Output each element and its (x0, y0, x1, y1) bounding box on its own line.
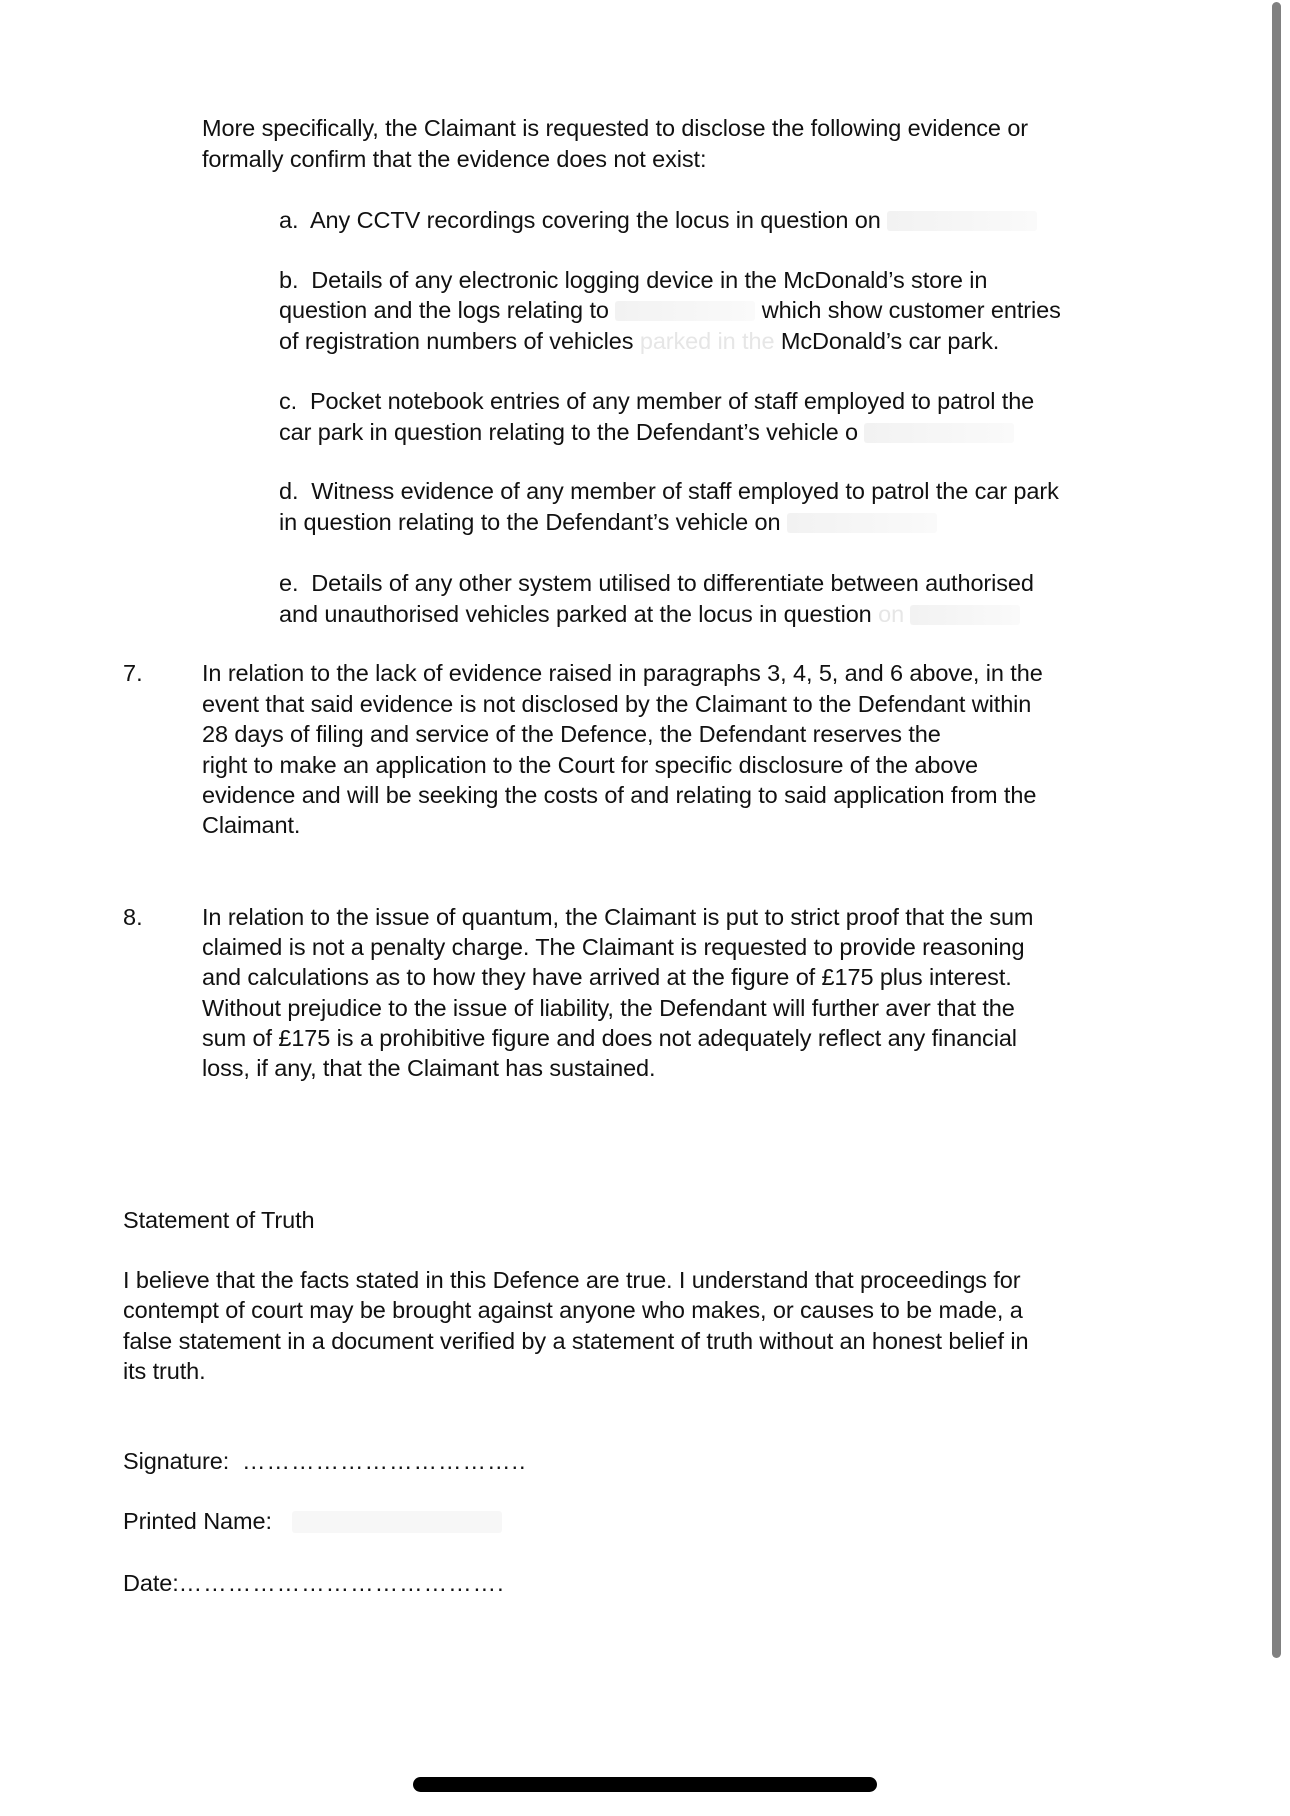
faded-text: on (878, 601, 905, 627)
list-item-b-line-2 (279, 295, 1061, 326)
statement-line-3: false statement in a document verified by a statement of truth without an honest belief in (123, 1328, 1029, 1354)
list-item-a (279, 205, 1037, 236)
list-item-c (279, 386, 1034, 417)
list-item-d (279, 476, 1059, 507)
paragraph-8-line-4: Without prejudice to the issue of liability, the Defendant will further aver that the (202, 995, 1015, 1021)
redacted-date (887, 211, 1037, 231)
redacted-date (864, 423, 1014, 443)
paragraph-7-line-5: evidence and will be seeking the costs of and relating to said application from the (202, 782, 1037, 808)
list-item-e (279, 568, 1034, 599)
intro-line-2: formally confirm that the evidence does not exist: (202, 146, 707, 172)
paragraph-number-7: 7. (123, 660, 143, 686)
item-text: Witness evidence of any member of staff employed to patrol the car park (311, 478, 1059, 504)
redacted-date (910, 605, 1020, 625)
signature-dots: …………………………….. (242, 1448, 527, 1474)
paragraph-8-line-2: claimed is not a penalty charge. The Claimant is requested to provide reasoning (202, 934, 1025, 960)
statement-line-4: its truth. (123, 1358, 206, 1384)
paragraph-7-line-3: 28 days of filing and service of the Defence, the Defendant reserves the (202, 721, 941, 747)
item-label: d. (279, 478, 299, 504)
paragraph-7-line-6: Claimant. (202, 812, 301, 838)
intro-line-1: More specifically, the Claimant is requested to disclose the following evidence or (202, 115, 1029, 141)
paragraph-8-line-6: loss, if any, that the Claimant has sustained. (202, 1055, 656, 1081)
item-label: c. (279, 388, 298, 414)
item-text: Any CCTV recordings covering the locus in question on (309, 207, 881, 233)
date-label: Date: (123, 1570, 179, 1596)
printed-name-field (123, 1506, 502, 1537)
item-text: in question relating to the Defendant’s vehicle on (279, 509, 781, 535)
item-text: of registration numbers of vehicles (279, 328, 634, 354)
printed-name-label: Printed Name: (123, 1508, 272, 1534)
list-item-d-line-2 (279, 507, 937, 538)
date-dots: …………………………………. (178, 1570, 505, 1596)
item-text: question and the logs relating to (279, 297, 609, 323)
paragraph-8-line-3: and calculations as to how they have arrived at the figure of £175 plus interest. (202, 964, 1012, 990)
list-item-b (279, 265, 987, 296)
item-text: and unauthorised vehicles parked at the locus in question (279, 601, 872, 627)
paragraph-8-line-1: In relation to the issue of quantum, the Claimant is put to strict proof that the sum (202, 904, 1034, 930)
faded-text: parked in the (639, 328, 775, 354)
item-text: Details of any other system utilised to differentiate between authorised (311, 570, 1034, 596)
paragraph-7-line-4: right to make an application to the Court for specific disclosure of the above (202, 752, 978, 778)
list-item-c-line-2 (279, 417, 1014, 448)
statement-line-2: contempt of court may be brought against anyone who makes, or causes to be made, a (123, 1297, 1023, 1323)
redacted-name (292, 1511, 502, 1533)
signature-field (123, 1446, 527, 1477)
list-item-b-line-3 (279, 326, 999, 357)
redacted-date (615, 301, 755, 321)
paragraph-8-line-5: sum of £175 is a prohibitive figure and does not adequately reflect any financial (202, 1025, 1017, 1051)
statement-line-1: I believe that the facts stated in this Defence are true. I understand that proceedings for (123, 1267, 1021, 1293)
paragraph-7-line-1: In relation to the lack of evidence raised in paragraphs 3, 4, 5, and 6 above, in the (202, 660, 1043, 686)
date-field (123, 1568, 505, 1599)
item-label: b. (279, 267, 299, 293)
item-text: car park in question relating to the Defendant’s vehicle o (279, 419, 859, 445)
redacted-date (787, 513, 937, 533)
item-label: e. (279, 570, 299, 596)
vertical-scrollbar[interactable] (1272, 2, 1281, 1658)
item-text: which show customer entries (761, 297, 1061, 323)
paragraph-number-8: 8. (123, 904, 143, 930)
signature-label: Signature: (123, 1448, 230, 1474)
list-item-e-line-2 (279, 599, 1020, 630)
paragraph-7-line-2: event that said evidence is not disclosed by the Claimant to the Defendant within (202, 691, 1032, 717)
item-text: Pocket notebook entries of any member of staff employed to patrol the (309, 388, 1035, 414)
home-indicator[interactable] (413, 1777, 877, 1792)
item-text: McDonald’s car park. (780, 328, 1000, 354)
item-label: a. (279, 207, 299, 233)
item-text: Details of any electronic logging device in the McDonald’s store in (311, 267, 988, 293)
statement-of-truth-heading: Statement of Truth (123, 1207, 315, 1233)
